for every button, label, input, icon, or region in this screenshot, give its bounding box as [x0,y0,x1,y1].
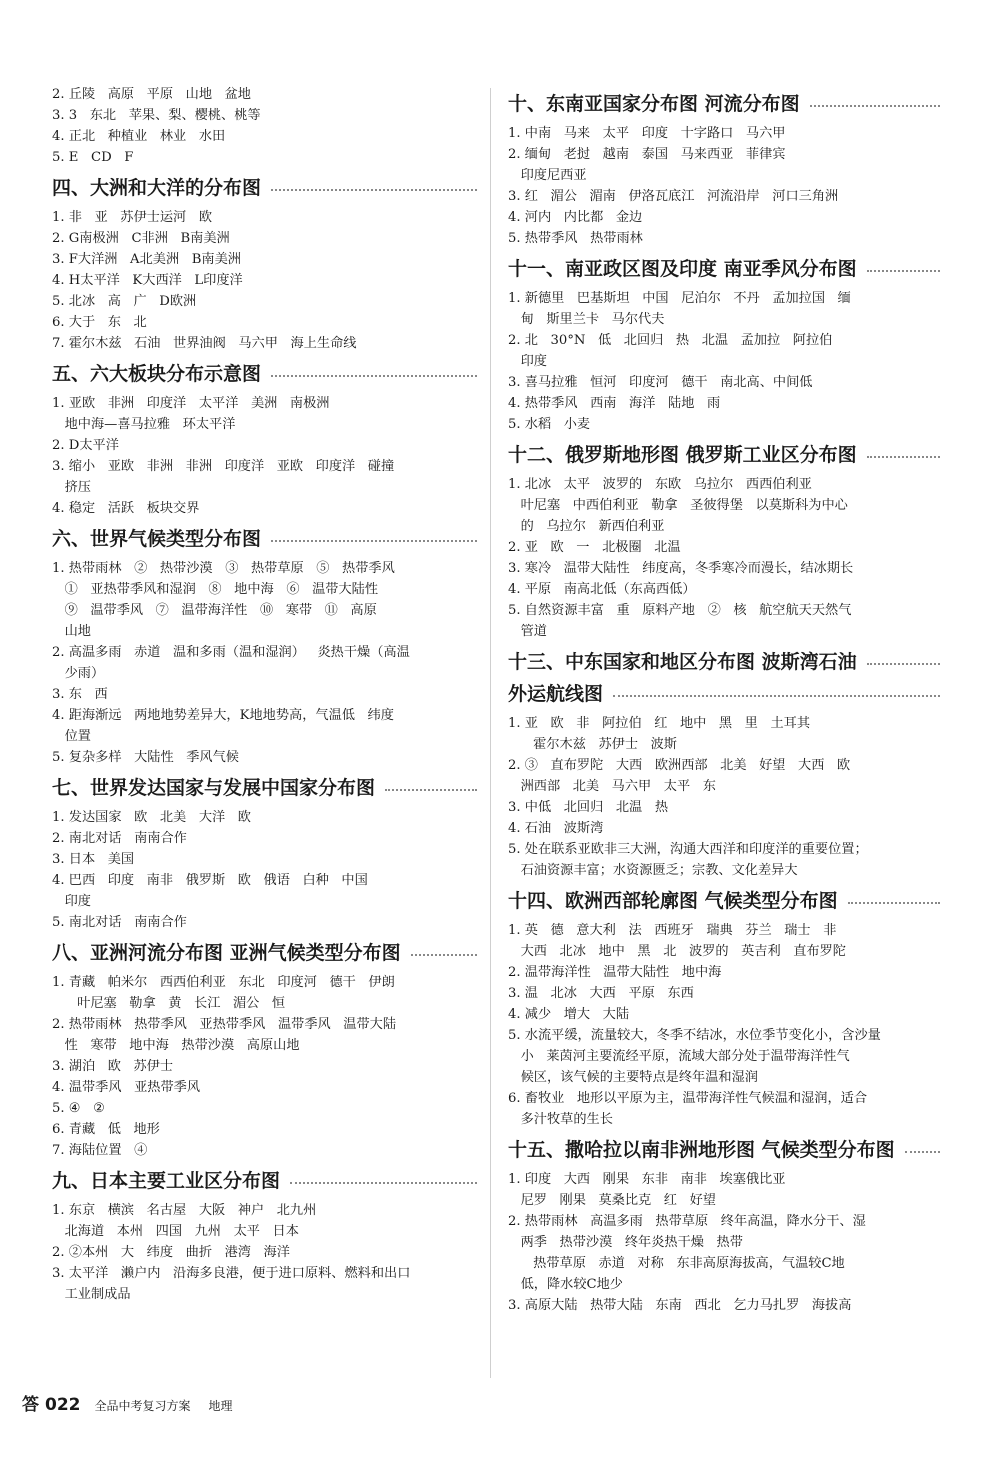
subject-label: 地理 [208,1399,233,1413]
answer-line: 3. 东 西 [52,687,108,702]
answer-line: 4. 热带季风 西南 海洋 陆地 雨 [508,396,721,411]
answer-line: 4. 石油 波斯湾 [508,821,604,836]
answer-line: ⑨ 温带季风 ⑦ 温带海洋性 ⑩ 寒带 ⑪ 高原 [52,603,377,618]
section-heading [52,362,477,386]
answer-line: 4. 正北 种植业 林业 水田 [52,129,226,144]
answer-line: 5. 北冰 高 广 D欧洲 [52,294,197,309]
answer-line: 3. 中低 北回归 北温 热 [508,800,669,815]
answer-line: 的 乌拉尔 新西伯利亚 [508,519,665,534]
answer-section [508,1138,940,1316]
answer-line: 3. 红 湄公 湄南 伊洛瓦底江 河流沿岸 河口三角洲 [508,189,839,204]
heading-dotted-rule [848,902,940,904]
section-heading-text: 十三、中东国家和地区分布图 波斯湾石油 [508,651,857,673]
answer-section [52,941,477,1161]
answer-section [52,84,477,168]
section-heading [52,176,477,200]
answer-line: 3. 喜马拉雅 恒河 印度河 德干 南北高、中间低 [508,375,813,390]
answer-line: 1. 非 亚 苏伊士运河 欧 [52,210,213,225]
heading-dotted-rule [271,189,477,191]
answer-line: 1. 青藏 帕米尔 西西伯利亚 东北 印度河 德干 伊朗 [52,975,395,990]
answer-line: 3. F大洋洲 A北美洲 B南美洲 [52,252,241,267]
answer-line: 5. 水稻 小麦 [508,417,591,432]
heading-dotted-rule [290,1182,477,1184]
section-heading [52,527,477,551]
heading-dotted-rule [271,540,477,542]
answer-line: 位置 [52,729,91,744]
answer-line: 两季 热带沙漠 终年炎热干燥 热带 [508,1235,743,1250]
answer-section [508,889,940,1130]
answer-line: 2. 丘陵 高原 平原 山地 盆地 [52,87,251,102]
section-heading [508,682,940,706]
answer-line: 印度 [52,894,91,909]
section-heading-text: 外运航线图 [508,683,604,705]
book-title: 全品中考复习方案 [94,1399,191,1413]
answer-line: 1. 新德里 巴基斯坦 中国 尼泊尔 不丹 孟加拉国 缅 [508,291,851,306]
answer-line: 6. 大于 东 北 [52,315,147,330]
answer-line: 3. 3 东北 苹果、梨、樱桃、桃等 [52,108,261,123]
answer-line: 低，降水较C地少 [508,1277,623,1292]
heading-dotted-rule [385,789,477,791]
answer-line: ① 亚热带季风和湿润 ⑧ 地中海 ⑥ 温带大陆性 [52,582,379,597]
heading-dotted-rule [867,456,940,458]
page-footer [22,1390,233,1415]
answer-line: 2. 高温多雨 赤道 温和多雨（温和湿润） 炎热干燥（高温 [52,645,410,660]
section-heading [52,776,477,800]
answer-section [52,1169,477,1305]
section-heading [508,443,940,467]
section-heading [52,941,477,965]
section-heading [508,650,940,674]
answer-line: 1. 北冰 太平 波罗的 东欧 乌拉尔 西西伯利亚 [508,477,812,492]
answer-line: 2. G南极洲 C非洲 B南美洲 [52,231,230,246]
answer-line: 石油资源丰富；水资源匮乏；宗教、文化差异大 [508,863,798,878]
heading-dotted-rule [613,695,940,697]
answer-line: 印度 [508,354,547,369]
answer-line: 2. 温带海洋性 温带大陆性 地中海 [508,965,722,980]
answer-section [52,776,477,933]
answer-line: 洲西部 北美 马六甲 太平 东 [508,779,716,794]
answer-line: 北海道 本州 四国 九州 太平 日本 [52,1224,299,1239]
section-heading-text: 十五、撒哈拉以南非洲地形图 气候类型分布图 [508,1139,895,1161]
answer-line: 性 寒带 地中海 热带沙漠 高原山地 [52,1038,300,1053]
answer-line: 2. D太平洋 [52,438,119,453]
answer-line: 多汁牧草的生长 [508,1112,613,1127]
answer-line: 1. 亚欧 非洲 印度洋 太平洋 美洲 南极洲 [52,396,330,411]
section-heading-text: 十、东南亚国家分布图 河流分布图 [508,93,800,115]
answer-line: 2. 南北对话 南南合作 [52,831,187,846]
answer-line: 叶尼塞 勒拿 黄 长江 湄公 恒 [52,996,286,1011]
answer-line: 霍尔木兹 苏伊士 波斯 [508,737,677,752]
answer-line: 甸 斯里兰卡 马尔代夫 [508,312,665,327]
left-column [52,84,477,1309]
column-divider [490,88,491,1378]
answer-line: 5. 水流平缓，流量较大，冬季不结冰，水位季节变化小，含沙量 [508,1028,881,1043]
answer-line: 地中海—喜马拉雅 环太平洋 [52,417,236,432]
answer-line: 4. 平原 南高北低（东高西低） [508,582,696,597]
answer-line: 4. 巴西 印度 南非 俄罗斯 欧 俄语 白种 中国 [52,873,368,888]
answer-line: 2. 亚 欧 一 北极圈 北温 [508,540,681,555]
answer-label: 答 [22,1395,39,1415]
page-number: 022 [45,1395,81,1415]
answer-line: 4. 稳定 活跃 板块交界 [52,501,200,516]
answer-line: 3. 日本 美国 [52,852,135,867]
answer-line: 7. 海陆位置 ④ [52,1143,148,1158]
answer-line: 3. 寒冷 温带大陆性 纬度高，冬季寒冷而漫长，结冰期长 [508,561,854,576]
answer-line: 山地 [52,624,91,639]
answer-line: 2. 热带雨林 热带季风 亚热带季风 温带季风 温带大陆 [52,1017,397,1032]
answer-line: 7. 霍尔木兹 石油 世界油阀 马六甲 海上生命线 [52,336,357,351]
answer-line: 5. 热带季风 热带雨林 [508,231,643,246]
answer-line: 热带草原 赤道 对称 东非高原海拔高，气温较C地 [508,1256,845,1271]
answer-line: 5. 处在联系亚欧非三大洲，沟通大西洋和印度洋的重要位置； [508,842,868,857]
heading-dotted-rule [867,270,940,272]
answer-line: 5. ④ ② [52,1101,105,1116]
answer-line: 6. 青藏 低 地形 [52,1122,160,1137]
heading-dotted-rule [271,375,477,377]
answer-line: 2. 热带雨林 高温多雨 热带草原 终年高温，降水分干、湿 [508,1214,866,1229]
answer-section [508,650,940,674]
section-heading-text: 十一、南亚政区图及印度 南亚季风分布图 [508,258,857,280]
answer-line: 5. E CD F [52,150,134,165]
answer-line: 3. 湖泊 欧 苏伊士 [52,1059,174,1074]
answer-line: 3. 温 北冰 大西 平原 东西 [508,986,694,1001]
answer-section [508,92,940,249]
answer-section [52,527,477,768]
answer-line: 候区，该气候的主要特点是终年温和湿润 [508,1070,758,1085]
section-heading-text: 四、大洲和大洋的分布图 [52,177,262,199]
section-heading-text: 七、世界发达国家与发展中国家分布图 [52,777,376,799]
answer-line: 3. 缩小 亚欧 非洲 非洲 印度洋 亚欧 印度洋 碰撞 [52,459,395,474]
answer-section [508,443,940,642]
section-heading [508,257,940,281]
answer-line: 2. ③ 直布罗陀 大西 欧洲西部 北美 好望 大西 欧 [508,758,851,773]
answer-line: 尼罗 刚果 莫桑比克 红 好望 [508,1193,716,1208]
answer-line: 3. 太平洋 濑户内 沿海多良港，便于进口原料、燃料和出口 [52,1266,411,1281]
answer-line: 5. 南北对话 南南合作 [52,915,187,930]
answer-section [508,682,940,881]
answer-line: 4. 减少 增大 大陆 [508,1007,630,1022]
section-heading [52,1169,477,1193]
answer-line: 4. 温带季风 亚热带季风 [52,1080,201,1095]
right-column [508,84,940,1320]
answer-line: 2. ②本州 大 纬度 曲折 港湾 海洋 [52,1245,290,1260]
answer-line: 1. 亚 欧 非 阿拉伯 红 地中 黑 里 土耳其 [508,716,811,731]
answer-line: 4. 河内 内比都 金边 [508,210,643,225]
answer-line: 1. 东京 横滨 名古屋 大阪 神户 北九州 [52,1203,317,1218]
heading-dotted-rule [411,954,477,956]
heading-dotted-rule [867,663,940,665]
section-heading-text: 九、日本主要工业区分布图 [52,1170,281,1192]
heading-dotted-rule [905,1151,940,1153]
answer-line: 工业制成品 [52,1287,131,1302]
section-heading-text: 五、六大板块分布示意图 [52,363,262,385]
answer-line: 叶尼塞 中西伯利亚 勒拿 圣彼得堡 以莫斯科为中心 [508,498,848,513]
answer-section [508,257,940,435]
answer-line: 印度尼西亚 [508,168,587,183]
answer-line: 管道 [508,624,547,639]
answer-line: 1. 发达国家 欧 北美 大洋 欧 [52,810,251,825]
section-heading-text: 六、世界气候类型分布图 [52,528,262,550]
answer-line: 2. 北 30°N 低 北回归 热 北温 孟加拉 阿拉伯 [508,333,833,348]
answer-line: 6. 畜牧业 地形以平原为主，温带海洋性气候温和湿润，适合 [508,1091,868,1106]
answer-section [52,176,477,354]
answer-line: 1. 中南 马来 太平 印度 十字路口 马六甲 [508,126,786,141]
section-heading-text: 十四、欧洲西部轮廓图 气候类型分布图 [508,890,838,912]
answer-line: 挤压 [52,480,91,495]
answer-line: 5. 复杂多样 大陆性 季风气候 [52,750,239,765]
section-heading [508,1138,940,1162]
section-heading-text: 十二、俄罗斯地形图 俄罗斯工业区分布图 [508,444,857,466]
answer-line: 1. 英 德 意大利 法 西班牙 瑞典 芬兰 瑞士 非 [508,923,837,938]
answer-line: 1. 热带雨林 ② 热带沙漠 ③ 热带草原 ⑤ 热带季风 [52,561,395,576]
section-heading [508,889,940,913]
answer-line: 5. 自然资源丰富 重 原料产地 ② 核 航空航天天然气 [508,603,852,618]
answer-line: 小 莱茵河主要流经平原，流域大部分处于温带海洋性气 [508,1049,850,1064]
answer-line: 大西 北冰 地中 黑 北 波罗的 英吉利 直布罗陀 [508,944,846,959]
answer-line: 3. 高原大陆 热带大陆 东南 西北 乞力马扎罗 海拔高 [508,1298,852,1313]
answer-line: 2. 缅甸 老挝 越南 泰国 马来西亚 菲律宾 [508,147,786,162]
answer-line: 4. 距海渐远 两地地势差异大，K地地势高，气温低 纬度 [52,708,394,723]
heading-dotted-rule [810,105,940,107]
section-heading [508,92,940,116]
section-heading-text: 八、亚洲河流分布图 亚洲气候类型分布图 [52,942,401,964]
answer-line: 1. 印度 大西 刚果 东非 南非 埃塞俄比亚 [508,1172,786,1187]
answer-section [52,362,477,519]
answer-line: 少雨） [52,666,105,681]
answer-line: 4. H太平洋 K大西洋 L印度洋 [52,273,243,288]
